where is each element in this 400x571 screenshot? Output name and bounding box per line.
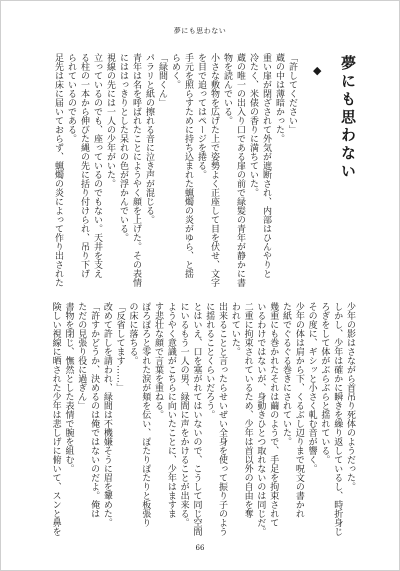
text-column: 物を読んでいる。	[222, 53, 232, 125]
lower-text-section	[49, 302, 356, 538]
text-column: 幾重にも巻かれたそれは繭のようで、手足を拘束されて	[268, 302, 279, 527]
text-column: ろぎをして体がぶらぶらと揺れている。	[319, 302, 330, 464]
text-column: を目で追ってはページを捲る。	[196, 53, 206, 179]
text-column: 出来ることと言ったらせいぜい全身を使って振り子のよう	[217, 302, 228, 536]
story-title: 夢にも思わない	[339, 55, 357, 181]
text-column: 冷たく、米俵の香りに満ちていた。	[248, 53, 258, 197]
text-column: 視線の先には一人の少年がいた。	[105, 53, 115, 188]
upper-text-section	[51, 53, 298, 293]
text-column: 蔵の中は薄暗かった。	[274, 53, 284, 143]
text-column: ようやく意識がこちらに向いたことに、少年はますま	[165, 302, 176, 518]
text-column: ぽろぽろと零れた涙が頬を伝い、ぽたりぽたりと板張り	[140, 302, 151, 527]
text-column: 険しい視線に晒された少年は悲しげに俯いて、スンと鼻を	[50, 302, 61, 536]
text-column: ただの見張り役に過ぎん」	[76, 302, 87, 410]
text-column: 立っているのでも、座っているのでもない。天井を支え	[92, 53, 102, 278]
text-column: 青年は名を呼ばれたことにようやく顔を上げた。その表情	[131, 53, 141, 287]
text-column: す悲壮な顔で言葉を重ねる。	[153, 302, 164, 419]
text-column: 「反省してます……」	[114, 302, 125, 392]
text-column: 少年の体は肩から下、くるぶし辺りまで呪文の書かれ	[293, 302, 304, 518]
text-column: 少年の影はさながら首吊り死体のようだった。	[345, 302, 355, 491]
running-head-title: 夢にも思わない	[173, 27, 227, 35]
text-column: た紙でぐるぐる巻きにされていた。	[281, 302, 292, 446]
diamond-ornament-icon: ◆	[313, 64, 322, 77]
text-column: 改めて許しを請われ、緑間は不機嫌そうに眉を顰めた。	[101, 302, 112, 527]
text-column: にははっきりとした呆れの色が浮かんでいる。	[118, 53, 128, 242]
text-column: の床に落ちる。	[127, 302, 138, 365]
text-column: 「許すかどうか、決めるのは俺ではないのだよ。俺は	[89, 302, 100, 518]
text-column: る柱の一本から伸びた縄の先に括り付けられ、吊り下げ	[79, 53, 89, 278]
text-column: パラリと紙の擦れる音に泣き声が混じる。	[144, 53, 154, 224]
text-column: いるわけではないが、身動きひとつ取れないのは同じだ。	[255, 302, 266, 536]
text-column: 手元を照らすために持ち込まれた蝋燭の炎がゆら、と揺	[183, 53, 193, 278]
text-column: その度に、ギシッと小さく軋む音が響く。	[306, 302, 317, 473]
text-column: とはいえ、口を塞がれてはいないので、こうして同じ空間	[191, 302, 202, 536]
text-column: しかし、少年は確かに瞬きを繰り返しているし、時折身じ	[332, 302, 343, 536]
text-column: 足先は床に届いておらず、蝋燭の炎によって作り出された	[53, 53, 63, 287]
text-column: 「許してください」	[287, 53, 297, 134]
text-column: われていた。	[229, 302, 240, 356]
text-column: 重い扉が閉ざされて外気が遮断され、内部はひんやりと	[261, 53, 271, 278]
text-column: 「緑間くん」	[157, 53, 167, 107]
text-column: に揺れることくらいだろう。	[204, 302, 215, 419]
text-column: 書物を閉じ、憮然とした表情で腕を組む。	[63, 302, 74, 473]
text-column: 蔵の唯一の出入り口である扉の前で緑髪の青年が静かに書	[235, 53, 245, 287]
text-column: 小さな敷物を広げた上で姿勢よく正座して目を伏せ、文字	[209, 53, 219, 287]
text-column: 二重に拘束されているため、少年は首以外の自由を奪	[242, 302, 253, 518]
page-number: 66	[195, 544, 205, 552]
text-column: られているのである。	[66, 53, 76, 143]
text-column: らめく。	[170, 53, 180, 89]
text-column: にいるもう一人の男、緑間に声をかけることが出来る。	[178, 302, 189, 527]
